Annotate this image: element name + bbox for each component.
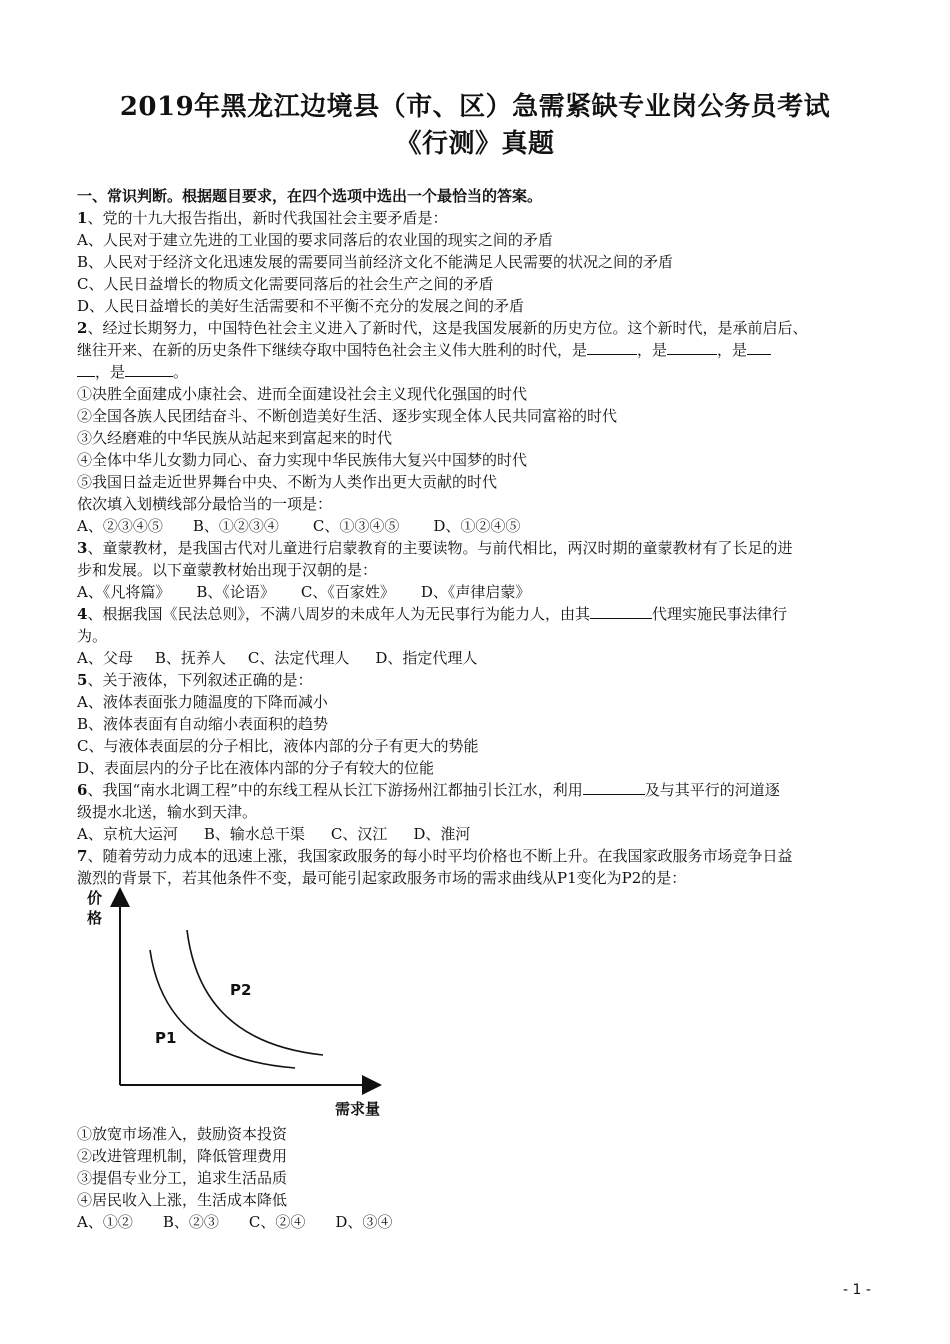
- question-number: 7: [77, 847, 88, 865]
- question-text: ，是: [717, 341, 748, 359]
- question-7-item-3: ③提倡专业分工，追求生活品质: [77, 1169, 288, 1187]
- question-5-stem: [77, 670, 312, 690]
- question-2-item-5: ⑤我国日益走近世界舞台中央、不断为人类作出更大贡献的时代: [77, 473, 498, 491]
- question-number: 4: [77, 605, 88, 623]
- question-7-item-1: ①放宽市场准入，鼓励资本投资: [77, 1125, 288, 1143]
- question-2-item-4: ④全体中华儿女勠力同心、奋力实现中华民族伟大复兴中国梦的时代: [77, 451, 528, 469]
- option-a: A、②③④⑤: [77, 517, 163, 535]
- option-c: C、①③④⑤: [312, 517, 400, 535]
- question-text: 、我国“南水北调工程”中的东线工程从长江下游扬州江都抽引长江水，利用: [87, 781, 583, 799]
- question-text: ，是: [637, 341, 668, 359]
- page-number: - 1 -: [843, 1282, 871, 1298]
- question-2-stem-line2: [77, 340, 771, 360]
- option-d: D、③④: [335, 1213, 393, 1231]
- question-6-stem-line2: 级提水北送，输水到天津。: [77, 803, 258, 821]
- answer-blank: [587, 340, 637, 355]
- option-a: A、父母: [77, 649, 133, 667]
- option-b: B、《论语》: [196, 583, 275, 601]
- option-c: C、《百家姓》: [300, 583, 395, 601]
- question-1-option-d: D、人民日益增长的美好生活需要和不平衡不充分的发展之间的矛盾: [77, 297, 525, 315]
- question-5-option-b: B、液体表面有自动缩小表面积的趋势: [77, 715, 329, 733]
- option-a: A、①②: [77, 1213, 133, 1231]
- question-number: 5: [77, 671, 88, 689]
- option-d: D、指定代理人: [375, 649, 478, 667]
- y-axis-label-part-2: 格: [87, 909, 103, 927]
- section-heading: 一、常识判断。根据题目要求，在四个选项中选出一个最恰当的答案。: [77, 187, 543, 205]
- question-text: 、经过长期努力，中国特色社会主义进入了新时代，这是我国发展新的历史方位。这个新时代，是承前启后、: [87, 319, 808, 337]
- question-7-options: [77, 1212, 392, 1232]
- series-line-p1: [150, 950, 295, 1068]
- answer-blank: [125, 362, 173, 377]
- question-2-options: [77, 516, 520, 536]
- question-text: 继往开来、在新的历史条件下继续夺取中国特色社会主义伟大胜利的时代，是: [77, 341, 588, 359]
- series-label-p1: P1: [155, 1029, 177, 1047]
- question-3-options: [77, 582, 530, 602]
- question-2-stem-line1: [77, 318, 807, 338]
- option-a: A、《凡将篇》: [77, 583, 171, 601]
- question-text: 、随着劳动力成本的迅速上涨，我国家政服务的每小时平均价格也不断上升。在我国家政服务市场竞争日益: [87, 847, 793, 865]
- y-axis-label-part-1: 价: [87, 889, 103, 907]
- option-d: D、《声律启蒙》: [420, 583, 531, 601]
- series-label-p2: P2: [230, 981, 252, 999]
- answer-blank: [77, 362, 95, 377]
- question-3-stem-line1: [77, 538, 792, 558]
- question-1-option-b: B、人民对于经济文化迅速发展的需要同当前经济文化不能满足人民需要的状况之间的矛盾: [77, 253, 674, 271]
- question-3-stem-line2: 步和发展。以下童蒙教材始出现于汉朝的是：: [77, 561, 378, 579]
- option-b: B、抚养人: [154, 649, 226, 667]
- question-2-item-2: ②全国各族人民团结奋斗、不断创造美好生活、逐步实现全体人民共同富裕的时代: [77, 407, 618, 425]
- option-c: C、汉江: [330, 825, 388, 843]
- question-text: ，是: [95, 363, 126, 381]
- question-6-options: [77, 824, 470, 844]
- question-1-stem: [77, 208, 447, 228]
- question-text: 代理实施民事法律行: [651, 605, 787, 623]
- question-5-option-c: C、与液体表面层的分子相比，液体内部的分子有更大的势能: [77, 737, 479, 755]
- option-d: D、①②④⑤: [433, 517, 521, 535]
- question-text: 、党的十九大报告指出，新时代我国社会主要矛盾是：: [87, 209, 448, 227]
- question-4-stem-line2: 为。: [77, 627, 108, 645]
- series-line-p2: [187, 930, 323, 1055]
- question-7-stem-line1: [77, 846, 792, 866]
- x-axis-label: 需求量: [335, 1100, 381, 1118]
- question-4-stem-line1: [77, 604, 787, 624]
- question-5-option-a: A、液体表面张力随温度的下降而减小: [77, 693, 328, 711]
- question-number: 1: [77, 209, 88, 227]
- question-2-stem-line3: [77, 362, 188, 382]
- question-6-stem-line1: [77, 780, 780, 800]
- option-c: C、法定代理人: [247, 649, 350, 667]
- question-7-item-2: ②改进管理机制，降低管理费用: [77, 1147, 288, 1165]
- question-1-option-a: A、人民对于建立先进的工业国的要求同落后的农业国的现实之间的矛盾: [77, 231, 553, 249]
- demand-curve-chart: [80, 885, 400, 1125]
- question-5-option-d: D、表面层内的分子比在液体内部的分子有较大的位能: [77, 759, 435, 777]
- question-number: 2: [77, 319, 88, 337]
- answer-blank: [747, 340, 771, 355]
- question-text: 、童蒙教材，是我国古代对儿童进行启蒙教育的主要读物。与前代相比，两汉时期的童蒙教材有了长足的进: [87, 539, 793, 557]
- option-b: B、②③: [162, 1213, 219, 1231]
- option-b: B、①②③④: [192, 517, 279, 535]
- option-b: B、输水总干渠: [203, 825, 305, 843]
- question-1-option-c: C、人民日益增长的物质文化需要同落后的社会生产之间的矛盾: [77, 275, 494, 293]
- page-subtitle: 《行测》真题: [395, 129, 555, 159]
- option-c: C、②④: [248, 1213, 306, 1231]
- question-4-options: [77, 648, 477, 668]
- question-2-item-3: ③久经磨难的中华民族从站起来到富起来的时代: [77, 429, 393, 447]
- question-2-prompt: 依次填入划横线部分最恰当的一项是：: [77, 495, 333, 513]
- answer-blank: [667, 340, 717, 355]
- question-text: 、根据我国《民法总则》，不满八周岁的未成年人为无民事行为能力人，由其: [87, 605, 590, 623]
- answer-blank: [590, 604, 652, 619]
- option-a: A、京杭大运河: [77, 825, 178, 843]
- question-text: 及与其平行的河道逐: [644, 781, 780, 799]
- question-7-item-4: ④居民收入上涨，生活成本降低: [77, 1191, 288, 1209]
- answer-blank: [583, 780, 645, 795]
- page-title: 2019年黑龙江边境县（市、区）急需紧缺专业岗公务员考试: [119, 92, 831, 122]
- question-text: 。: [173, 363, 189, 381]
- question-text: 、关于液体，下列叙述正确的是：: [87, 671, 313, 689]
- question-2-item-1: ①决胜全面建成小康社会、进而全面建设社会主义现代化强国的时代: [77, 385, 528, 403]
- question-number: 6: [77, 781, 88, 799]
- option-d: D、淮河: [413, 825, 471, 843]
- question-7-stem-line2: 激烈的背景下，若其他条件不变，最可能引起家政服务市场的需求曲线从P1变化为P2的是：: [77, 869, 687, 887]
- question-number: 3: [77, 539, 88, 557]
